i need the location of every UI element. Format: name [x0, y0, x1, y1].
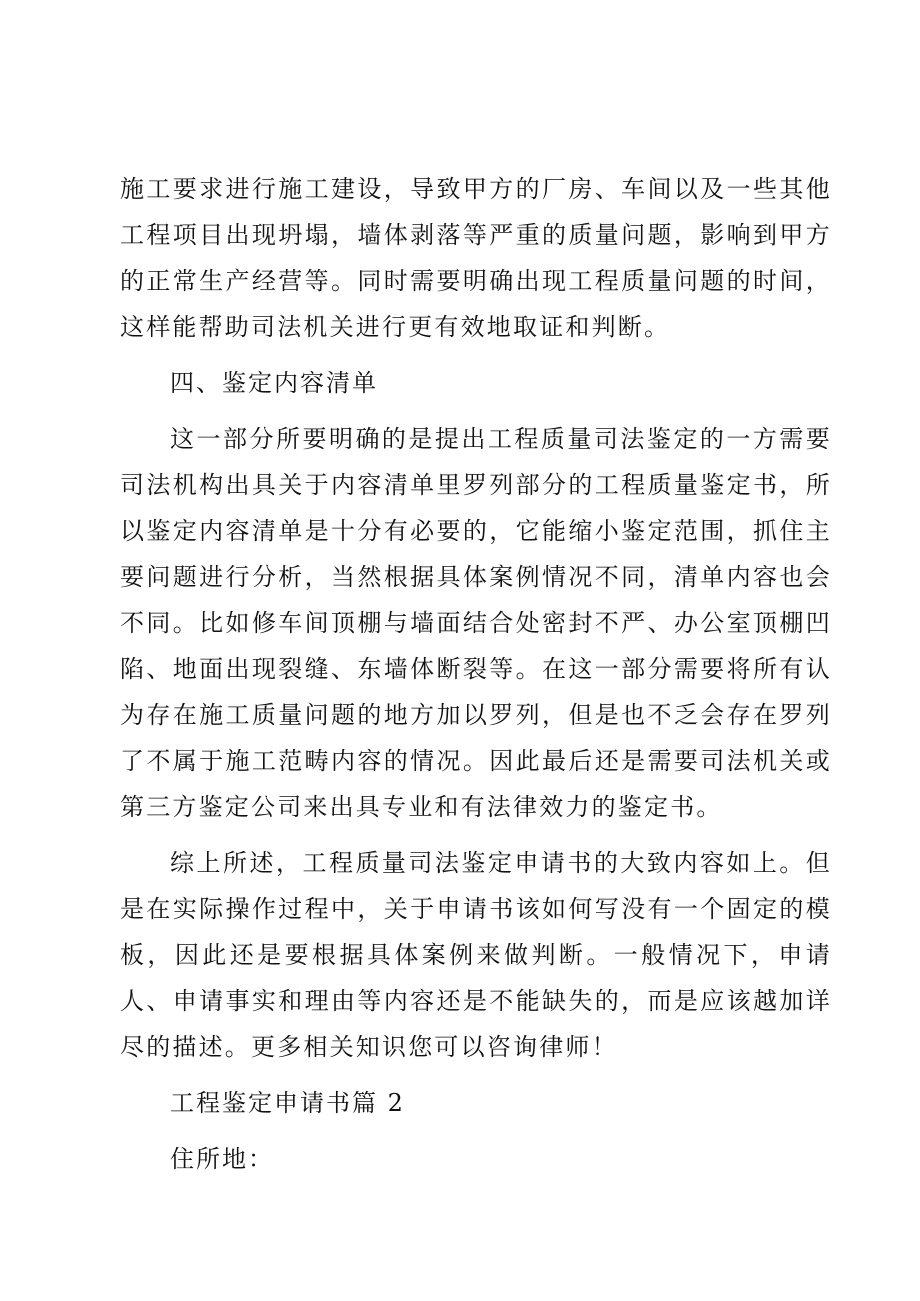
- document-body: [120, 166, 832, 1182]
- section-heading-inspection-list: 四、鉴定内容清单: [170, 369, 378, 397]
- address-label: 住所地：: [170, 1145, 274, 1173]
- paragraph-quality-problem: 施工要求进行施工建设，导致甲方的厂房、车间以及一些其他工程项目出现坍塌，墙体剥落等严重的质量问题，影响到甲方的正常生产经营等。同时需要明确出现工程质量问题的时间，这样能帮助司法机关进行更有效地取证和判断。: [120, 175, 832, 341]
- paragraph-inspection-list: 这一部分所要明确的是提出工程质量司法鉴定的一方需要司法机构出具关于内容清单里罗列部分的工程质量鉴定书，所以鉴定内容清单是十分有必要的，它能缩小鉴定范围，抓住主要问题进行分析，当然根据具体案例情况不同，清单内容也会不同。比如修车间顶棚与墙面结合处密封不严、办公室顶棚凹陷、地面出现裂缝、东墙体断裂等。在这一部分需要将所有认为存在施工质量问题的地方加以罗列，但是也不乏会存在罗列了不属于施工范畴内容的情况。因此最后还是需要司法机关或第三方鉴定公司来出具专业和有法律效力的鉴定书。: [120, 425, 832, 821]
- section-heading-article-2: 工程鉴定申请书篇 2: [170, 1089, 405, 1117]
- paragraph-summary: 综上所述，工程质量司法鉴定申请书的大致内容如上。但是在实际操作过程中，关于申请书该如何写没有一个固定的模板，因此还是要根据具体案例来做判断。一般情况下，申请人、申请事实和理由等内容还是不能缺失的，而是应该越加详尽的描述。更多相关知识您可以咨询律师！: [120, 849, 832, 1061]
